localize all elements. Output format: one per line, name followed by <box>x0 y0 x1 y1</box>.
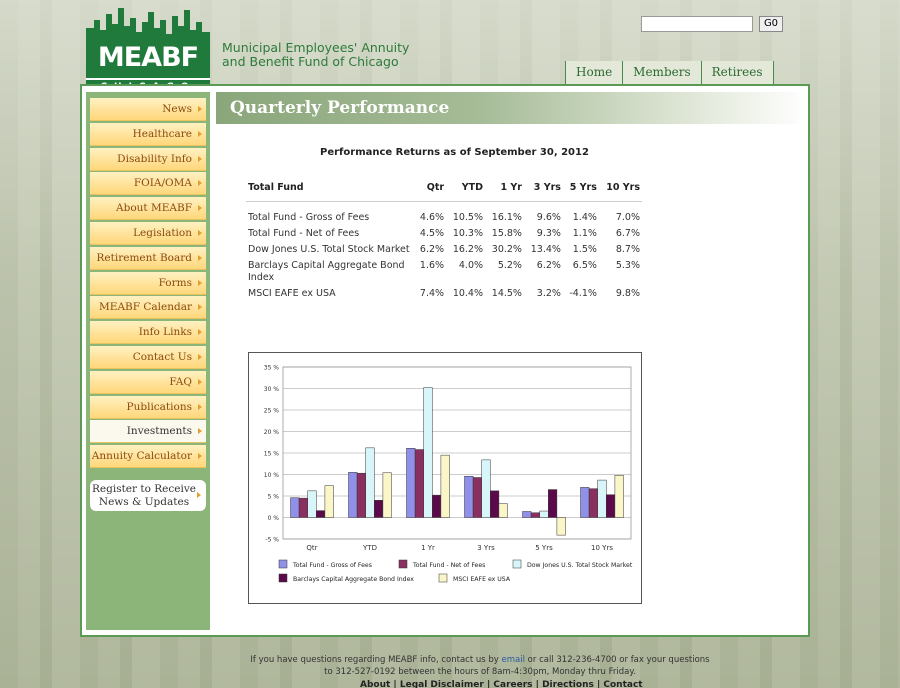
arrow-right-icon <box>198 205 202 211</box>
bar <box>366 448 375 518</box>
row-name: MSCI EAFE ex USA <box>248 288 336 299</box>
sidebar-item-label: MEABF Calendar <box>99 301 192 314</box>
bar <box>490 491 499 518</box>
performance-chart <box>248 352 642 604</box>
bar <box>424 388 433 518</box>
bar <box>325 486 334 518</box>
performance-table <box>246 182 642 302</box>
cell: -4.1% <box>569 288 597 299</box>
arrow-right-icon <box>198 354 202 360</box>
cell: 10.3% <box>452 228 484 239</box>
bar <box>383 473 392 518</box>
bar <box>407 448 416 517</box>
sidebar-item-label: FAQ <box>169 375 192 388</box>
bar <box>465 476 474 517</box>
sidebar-item-disability-info[interactable] <box>90 148 206 171</box>
sidebar-item-label: Healthcare <box>132 127 192 140</box>
cell: 10.5% <box>452 212 484 223</box>
page-title: Quarterly Performance <box>216 92 806 124</box>
sidebar-item-label: FOIA/OMA <box>133 177 192 190</box>
footer-line1 <box>200 654 760 666</box>
arrow-right-icon <box>198 156 202 162</box>
arrow-right-icon <box>197 492 201 498</box>
cell: 9.6% <box>536 212 561 223</box>
cell: 14.5% <box>491 288 522 299</box>
org-name-line1: Municipal Employees' Annuity <box>222 40 410 55</box>
bar <box>349 472 358 517</box>
bar <box>606 495 615 518</box>
row-name: Dow Jones U.S. Total Stock Market <box>248 244 410 255</box>
legend-label: Total Fund - Gross of Fees <box>293 562 372 569</box>
sidebar-item-about-meabf[interactable] <box>90 197 206 220</box>
legend-swatch <box>279 574 287 582</box>
y-tick-label: 10 % <box>263 472 279 479</box>
footer-line2: to 312-527-0192 between the hours of 8am-4:30pm, Monday thru Friday. <box>324 667 636 677</box>
legend-label: Barclays Capital Aggregate Bond Index <box>293 576 414 583</box>
arrow-right-icon <box>198 180 202 186</box>
search-button[interactable]: G0 <box>759 16 783 32</box>
cell: 1.1% <box>572 228 597 239</box>
legend-swatch <box>399 560 407 568</box>
arrow-right-icon <box>198 280 202 286</box>
legend-swatch <box>513 560 521 568</box>
x-tick-label: 5 Yrs <box>535 544 553 552</box>
sidebar-item-healthcare[interactable] <box>90 123 206 146</box>
cell: 15.8% <box>491 228 522 239</box>
bar <box>540 511 549 517</box>
y-tick-label: 0 % <box>267 515 279 522</box>
arrow-right-icon <box>198 404 202 410</box>
sidebar <box>86 92 210 630</box>
x-tick-label: Qtr <box>306 544 318 552</box>
cell: 4.6% <box>419 212 445 223</box>
cell: 4.0% <box>458 260 484 271</box>
y-tick-label: 15 % <box>263 450 279 458</box>
column-header: 3 Yrs <box>524 182 563 202</box>
sidebar-item-meabf-calendar[interactable] <box>90 296 206 319</box>
bar <box>589 489 598 518</box>
bar <box>473 478 482 518</box>
arrow-right-icon <box>198 428 202 434</box>
performance-heading: Performance Returns as of September 30, 2012 <box>320 147 589 158</box>
bar <box>482 460 491 518</box>
bar <box>441 455 450 517</box>
cell: 16.1% <box>491 212 522 223</box>
legend-swatch <box>439 574 447 582</box>
sidebar-item-forms[interactable] <box>90 272 206 295</box>
email-link[interactable]: email <box>501 655 525 665</box>
sidebar-item-retirement-board[interactable] <box>90 247 206 270</box>
column-header: 5 Yrs <box>563 182 599 202</box>
table-row <box>246 286 642 302</box>
sidebar-item-label: Annuity Calculator <box>91 450 192 463</box>
row-name: Barclays Capital Aggregate Bond Index <box>248 260 405 283</box>
cell: 8.7% <box>615 244 640 255</box>
sidebar-item-label: Legislation <box>133 227 192 239</box>
column-header: Qtr <box>414 182 446 202</box>
cell: 5.3% <box>615 260 640 271</box>
y-tick-label: 25 % <box>263 407 279 415</box>
row-name: Total Fund - Net of Fees <box>248 228 360 239</box>
bar <box>308 491 317 518</box>
search-input[interactable] <box>641 16 753 32</box>
meabf-logo[interactable] <box>86 6 210 90</box>
arrow-right-icon <box>198 230 202 236</box>
arrow-right-icon <box>198 106 202 112</box>
x-tick-label: 3 Yrs <box>477 544 495 552</box>
sidebar-item-annuity-calculator[interactable] <box>90 445 206 468</box>
cell: 9.3% <box>536 228 561 239</box>
cell: 6.5% <box>572 260 597 271</box>
bar <box>316 511 325 518</box>
register-news-button[interactable] <box>90 480 206 511</box>
cell: 6.2% <box>536 260 561 271</box>
table-row <box>246 258 642 286</box>
arrow-right-icon <box>198 255 202 261</box>
footer-links[interactable]: About | Legal Disclaimer | Careers | Directions | Contact <box>360 680 643 688</box>
sidebar-item-investments[interactable] <box>90 420 206 443</box>
bar-chart <box>249 353 643 605</box>
cell: 7.4% <box>419 288 445 299</box>
arrow-right-icon <box>198 304 202 310</box>
nav-members[interactable]: Members <box>622 61 700 85</box>
sidebar-item-label: Forms <box>158 276 192 289</box>
column-header: 10 Yrs <box>599 182 642 202</box>
legend-label: Dow Jones U.S. Total Stock Market <box>527 562 633 569</box>
cell: 10.4% <box>452 288 484 299</box>
table-row <box>246 202 642 227</box>
bar <box>523 511 532 517</box>
legend-label: MSCI EAFE ex USA <box>453 576 511 583</box>
cell: 30.2% <box>491 244 522 255</box>
cell: 9.8% <box>615 288 640 299</box>
bar <box>598 480 607 517</box>
bar <box>581 487 590 517</box>
table-row <box>246 226 642 242</box>
bar <box>374 500 383 517</box>
sidebar-item-contact-us[interactable] <box>90 346 206 369</box>
x-tick-label: 10 Yrs <box>591 544 613 552</box>
legend-swatch <box>279 560 287 568</box>
register-line1: Register to Receive <box>92 483 196 495</box>
nav-retirees[interactable]: Retirees <box>701 61 774 85</box>
row-name: Total Fund - Gross of Fees <box>248 212 370 223</box>
arrow-right-icon <box>198 131 202 137</box>
bar <box>415 450 424 518</box>
bar <box>615 475 624 517</box>
x-tick-label: YTD <box>363 544 377 552</box>
y-tick-label: 20 % <box>263 429 279 436</box>
cell: 1.6% <box>419 260 445 271</box>
sidebar-item-publications[interactable] <box>90 396 206 419</box>
bar <box>432 495 441 517</box>
nav-home[interactable]: Home <box>565 61 622 85</box>
top-navigation <box>565 61 774 85</box>
arrow-right-icon <box>198 453 202 459</box>
footer-text-part1: If you have questions regarding MEABF info, contact us by <box>250 655 502 665</box>
column-header: 1 Yr <box>485 182 524 202</box>
y-tick-label: 30 % <box>263 386 279 393</box>
table-header-row <box>246 182 642 202</box>
bar <box>299 498 308 517</box>
y-tick-label: 5 % <box>267 493 279 501</box>
sidebar-item-label: About MEABF <box>116 202 192 215</box>
column-header: YTD <box>446 182 485 202</box>
sidebar-item-label: Investments <box>126 425 192 438</box>
footer-text <box>200 654 760 678</box>
x-tick-label: 1 Yr <box>421 544 435 552</box>
cell: 16.2% <box>452 244 484 255</box>
bar <box>499 504 508 518</box>
cell: 3.2% <box>536 288 561 299</box>
sidebar-item-news[interactable] <box>90 98 206 121</box>
bar <box>291 498 300 518</box>
sidebar-item-label: Retirement Board <box>96 251 192 264</box>
sidebar-item-info-links[interactable] <box>90 321 206 344</box>
cell: 7.0% <box>615 212 640 223</box>
sidebar-item-label: Disability Info <box>117 152 192 165</box>
cell: 4.5% <box>419 228 445 239</box>
cell: 1.4% <box>572 212 597 223</box>
footer-text-part2: or call 312-236-4700 or fax your questions <box>524 655 710 665</box>
y-tick-label: -5 % <box>265 536 279 544</box>
y-tick-label: 35 % <box>263 364 279 372</box>
sidebar-item-label: News <box>162 103 192 115</box>
sidebar-item-label: Info Links <box>138 326 192 339</box>
sidebar-item-label: Contact Us <box>132 351 192 363</box>
cell: 13.4% <box>530 244 561 255</box>
sidebar-item-foia-oma[interactable] <box>90 172 206 195</box>
register-line2: News & Updates <box>98 496 190 508</box>
bar <box>531 513 540 518</box>
cell: 6.7% <box>615 228 640 239</box>
legend-label: Total Fund - Net of Fees <box>413 562 486 569</box>
arrow-right-icon <box>198 379 202 385</box>
sidebar-item-legislation[interactable] <box>90 222 206 245</box>
sidebar-item-faq[interactable] <box>90 371 206 394</box>
table-row <box>246 242 642 258</box>
column-header: Total Fund <box>246 182 414 202</box>
logo-wordmark: MEABF <box>86 38 210 78</box>
bar <box>557 518 566 536</box>
org-name-line2: and Benefit Fund of Chicago <box>222 54 399 69</box>
bar <box>548 490 557 518</box>
org-name <box>222 41 409 69</box>
sidebar-item-label: Publications <box>126 400 192 413</box>
cell: 1.5% <box>572 244 597 255</box>
arrow-right-icon <box>198 329 202 335</box>
bar <box>357 473 366 517</box>
cell: 6.2% <box>419 244 445 255</box>
cell: 5.2% <box>497 260 522 271</box>
